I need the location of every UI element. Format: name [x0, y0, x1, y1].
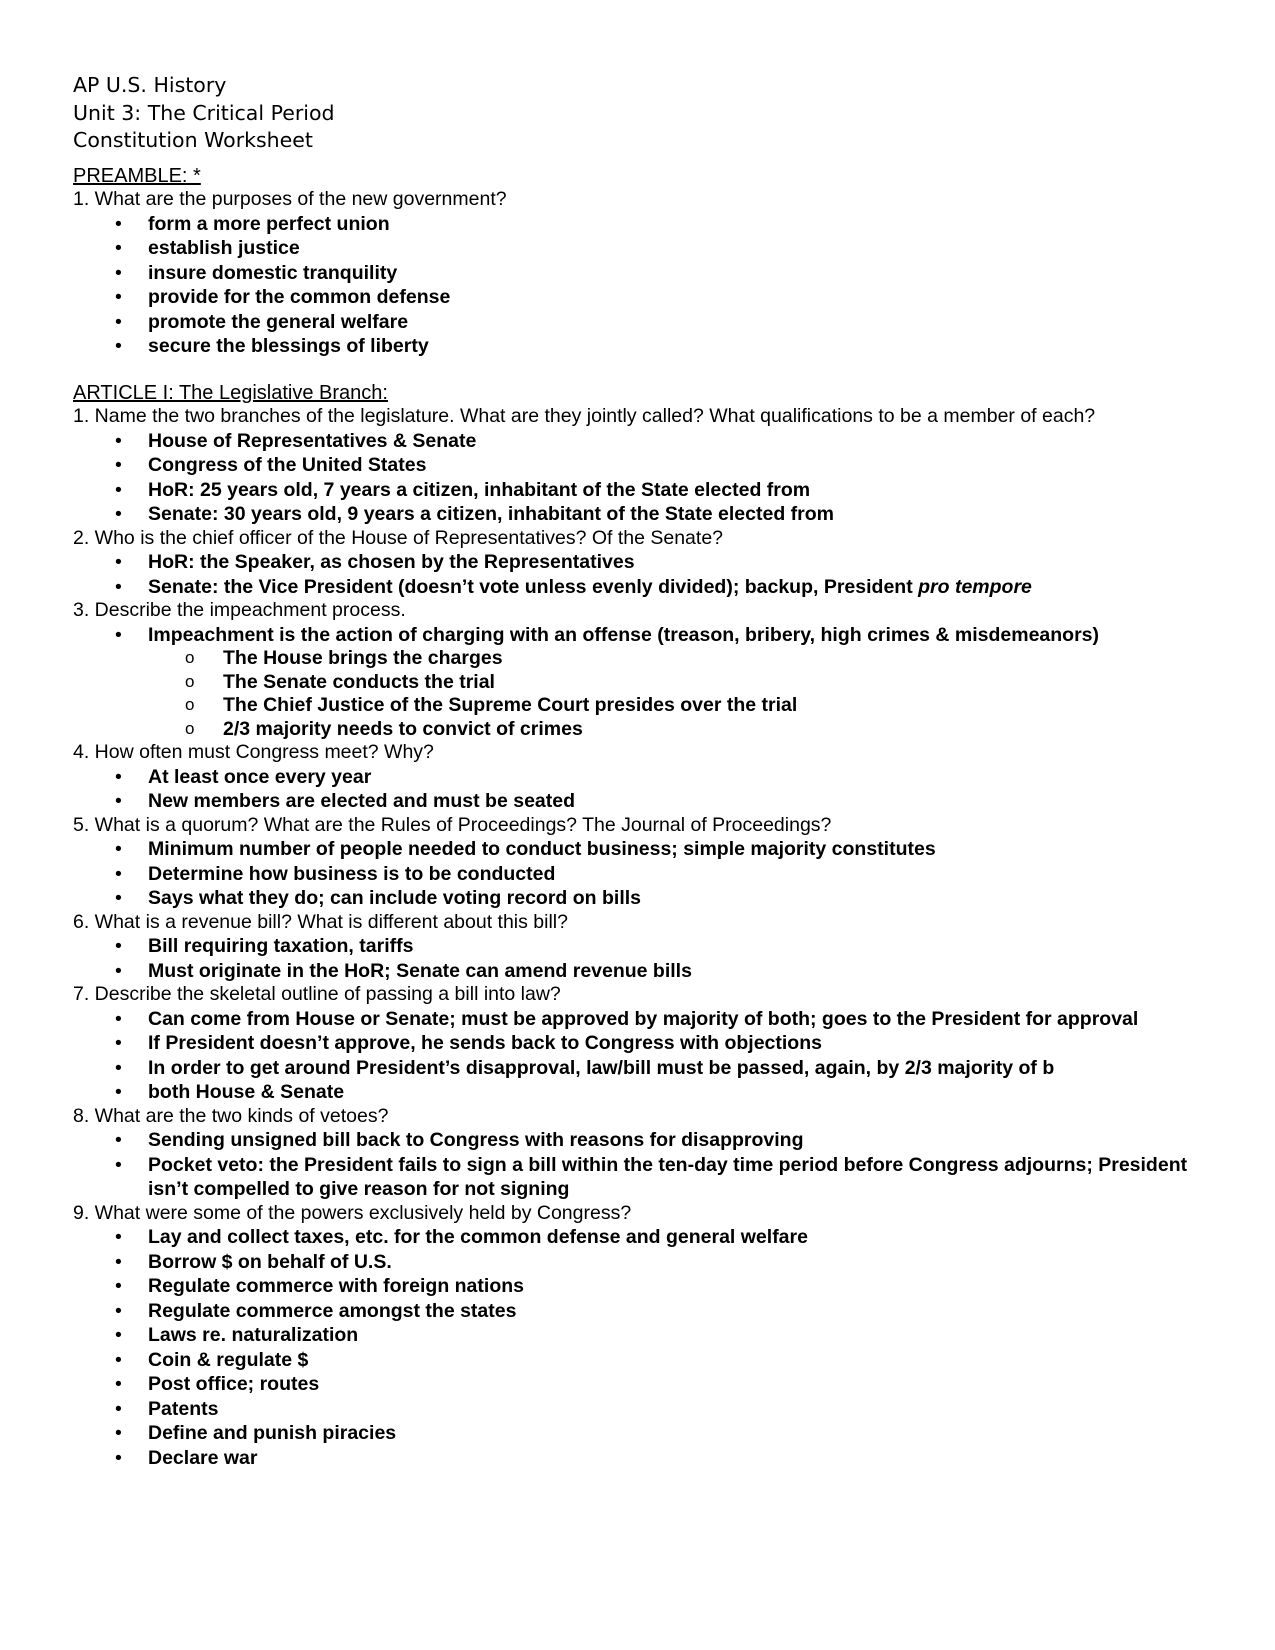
answer-item: • Coin & regulate $: [73, 1348, 1223, 1373]
answer-item: • Must originate in the HoR; Senate can amend revenue bills: [73, 959, 1223, 984]
answer-item: • Sending unsigned bill back to Congress with reasons for disapproving: [73, 1128, 1223, 1153]
answer-item: • Borrow $ on behalf of U.S.: [73, 1250, 1223, 1275]
article-1-heading: ARTICLE I: The Legislative Branch:: [73, 381, 388, 404]
question-6: 6. What is a revenue bill? What is different about this bill?: [73, 910, 568, 933]
answer-item: • establish justice: [73, 236, 1223, 261]
answer-item: • Minimum number of people needed to conduct business; simple majority constitutes: [73, 837, 1223, 862]
question-5: 5. What is a quorum? What are the Rules of Proceedings? The Journal of Proceedings?: [73, 813, 832, 836]
answer-item: • In order to get around President’s disapproval, law/bill must be passed, again, by 2/3 majority of b: [73, 1056, 1223, 1081]
question-3-answers: [73, 623, 1223, 648]
answer-item: • Impeachment is the action of charging with an offense (treason, bribery, high crimes & misdemeanors): [73, 623, 1223, 648]
question-1-answers: [73, 429, 1223, 527]
answer-item: • At least once every year: [73, 765, 1223, 790]
answer-item: • Regulate commerce with foreign nations: [73, 1274, 1223, 1299]
answer-item: • Patents: [73, 1397, 1223, 1422]
preamble-heading: PREAMBLE: *: [73, 164, 201, 187]
impeachment-steps: [73, 647, 1223, 741]
answer-item: • Declare war: [73, 1446, 1223, 1471]
answer-item: • Laws re. naturalization: [73, 1323, 1223, 1348]
answer-item: • Can come from House or Senate; must be approved by majority of both; goes to the President for approval: [73, 1007, 1223, 1032]
answer-item: • Regulate commerce amongst the states: [73, 1299, 1223, 1324]
question-9: 9. What were some of the powers exclusively held by Congress?: [73, 1201, 632, 1224]
answer-item: • insure domestic tranquility: [73, 261, 1223, 286]
preamble-question: 1. What are the purposes of the new government?: [73, 188, 507, 210]
question-7: 7. Describe the skeletal outline of passing a bill into law?: [73, 983, 561, 1005]
sub-answer-item: o 2/3 majority needs to convict of crimes: [73, 718, 1223, 742]
answer-item: • New members are elected and must be seated: [73, 789, 1223, 814]
answer-item: • If President doesn’t approve, he sends back to Congress with objections: [73, 1031, 1223, 1056]
answer-item: • secure the blessings of liberty: [73, 334, 1223, 359]
answer-item: • form a more perfect union: [73, 212, 1223, 237]
answer-item: • Lay and collect taxes, etc. for the common defense and general welfare: [73, 1225, 1223, 1250]
answer-item: • HoR: 25 years old, 7 years a citizen, inhabitant of the State elected from: [73, 478, 1223, 503]
answer-item: • Says what they do; can include voting record on bills: [73, 886, 1223, 911]
preamble-answer-list: [73, 212, 1223, 359]
answer-item: • Bill requiring taxation, tariffs: [73, 934, 1223, 959]
answer-item: • provide for the common defense: [73, 285, 1223, 310]
answer-item: • House of Representatives & Senate: [73, 429, 1223, 454]
answer-item: • Pocket veto: the President fails to sign a bill within the ten-day time period before Congress adjourns; President isn’t compelled to give reason for not signing: [73, 1153, 1223, 1202]
answer-item: • both House & Senate: [73, 1080, 1223, 1105]
question-8-answers: [73, 1128, 1223, 1202]
question-8: 8. What are the two kinds of vetoes?: [73, 1104, 389, 1127]
sub-answer-item: o The House brings the charges: [73, 647, 1223, 671]
question-2-answers: [73, 550, 1223, 599]
answer-item: • Post office; routes: [73, 1372, 1223, 1397]
answer-text: Senate: the Vice President (doesn’t vote unless evenly divided); backup, President: [148, 575, 919, 598]
answer-item: [73, 575, 1223, 600]
answer-item: • promote the general welfare: [73, 310, 1223, 335]
answer-item: • Senate: 30 years old, 9 years a citizen, inhabitant of the State elected from: [73, 502, 1223, 527]
question-1: 1. Name the two branches of the legislature. What are they jointly called? What qualifications to be a member of each?: [73, 405, 1096, 427]
answer-item: • Determine how business is to be conducted: [73, 862, 1223, 887]
answer-item: • HoR: the Speaker, as chosen by the Representatives: [73, 550, 1223, 575]
course-title: AP U.S. History: [73, 73, 227, 97]
question-2: 2. Who is the chief officer of the House of Representatives? Of the Senate?: [73, 526, 724, 549]
sub-answer-item: o The Chief Justice of the Supreme Court presides over the trial: [73, 694, 1223, 718]
answer-item: • Congress of the United States: [73, 453, 1223, 478]
question-4: 4. How often must Congress meet? Why?: [73, 741, 434, 763]
question-7-answers: [73, 1007, 1223, 1105]
question-9-answers: [73, 1225, 1223, 1470]
question-5-answers: [73, 837, 1223, 911]
question-4-answers: [73, 765, 1223, 814]
question-3: 3. Describe the impeachment process.: [73, 599, 406, 621]
document-header: [73, 72, 1223, 155]
worksheet-title: Constitution Worksheet: [73, 128, 313, 152]
unit-title: Unit 3: The Critical Period: [73, 100, 335, 125]
italic-term: pro tempore: [918, 575, 1032, 598]
answer-item: • Define and punish piracies: [73, 1421, 1223, 1446]
sub-answer-item: o The Senate conducts the trial: [73, 671, 1223, 695]
question-6-answers: [73, 934, 1223, 983]
worksheet-page: [73, 72, 1223, 1470]
